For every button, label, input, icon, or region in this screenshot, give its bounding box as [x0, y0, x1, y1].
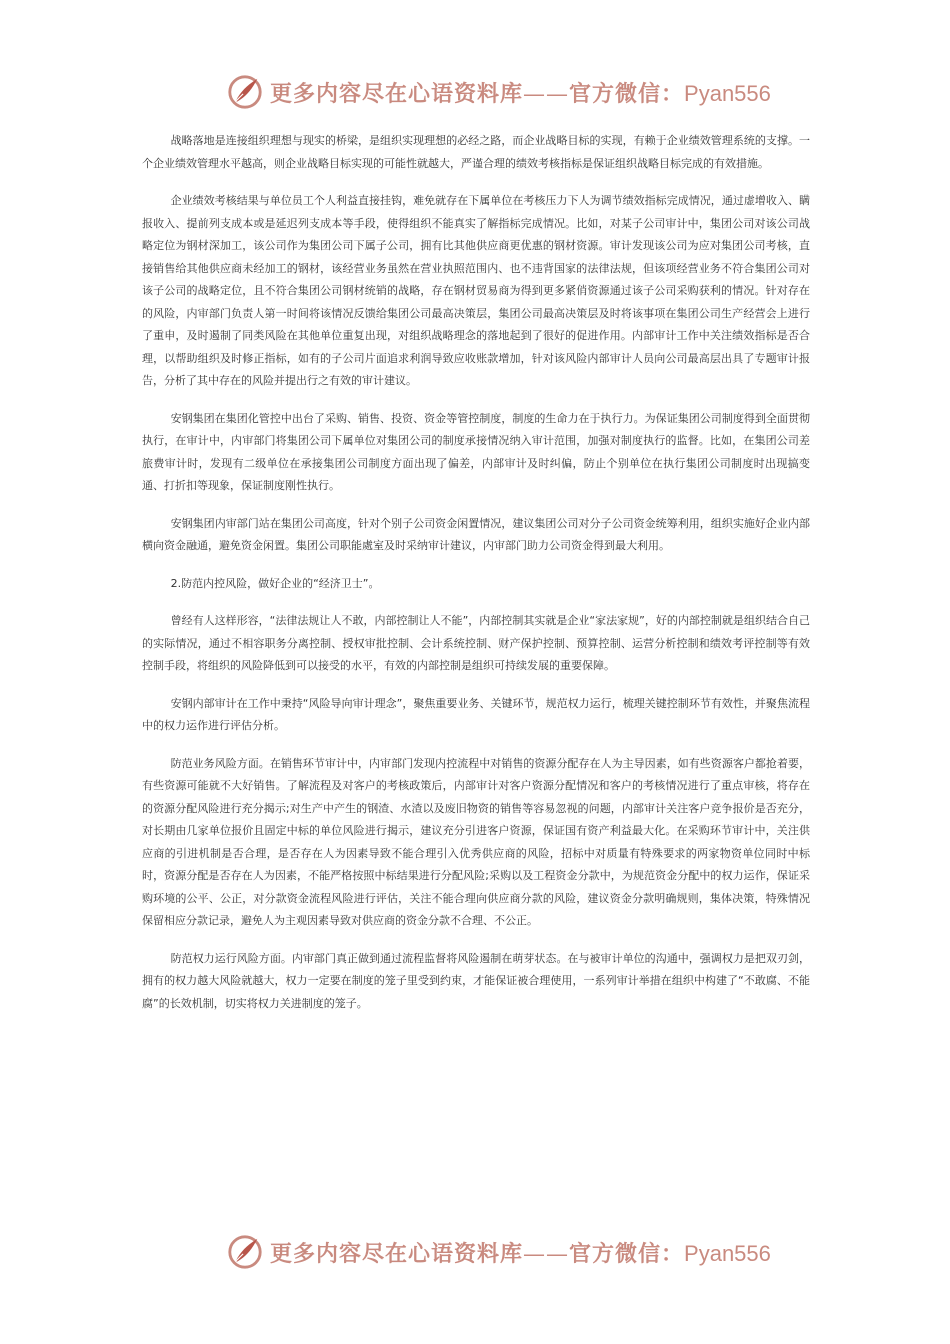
paragraph: 战略落地是连接组织理想与现实的桥梁，是组织实现理想的必经之路，而企业战略目标的实现，有赖于企业绩效管理系统的支撑。一个企业绩效管理水平越高，则企业战略目标实现的可能性就越大，严谨合理的绩效考核指标是保证组织战略目标完成的有效措施。: [142, 134, 810, 170]
header-banner: [226, 70, 771, 114]
banner-title: 更多内容尽在心语资料库: [270, 80, 524, 107]
paragraph: 防范权力运行风险方面。内审部门真正做到通过流程监督将风险遏制在萌芽状态。在与被审计单位的沟通中，强调权力是把双刃剑，拥有的权力越大风险就越大，权力一定要在制度的笼子里受到约束，才能保证被合理使用，一系列审计举措在组织中构建了“不敢腐、不能腐”的长效机制，切实将权力关进制度的笼子。: [142, 951, 810, 1010]
paragraph: 安钢集团内审部门站在集团公司高度，针对个别子公司资金闲置情况，建议集团公司对分子公司资金统筹利用，组织实施好企业内部横向资金融通，避免资金闲置。集团公司职能處室及时采纳审计建议，内审部门助力公司资金得到最大利用。: [142, 516, 810, 552]
banner-account: Pyan556: [684, 1240, 771, 1266]
banner-text: [270, 77, 771, 108]
feather-pen-circle-icon: [226, 1233, 264, 1271]
paragraph: 安钢集团在集团化管控中出台了采购、销售、投资、资金等管控制度，制度的生命力在于执行力。为保证集团公司制度得到全面贯彻执行，在审计中，内审部门将集团公司下属单位对集团公司的制度承接情况纳入审计范围，加强对制度执行的监督。比如，在集团公司差旅费审计时，发现有二级单位在承接集团公司制度方面出现了偏差，内部审计及时纠偏，防止个别单位在执行集团公司制度时出现搞变通、打折扣等现象，保证制度刚性执行。: [142, 411, 810, 492]
footer-banner: [226, 1230, 771, 1274]
paragraph: 企业绩效考核结果与单位员工个人利益直接挂钩，难免就存在下属单位在考核压力下人为调节绩效指标完成情况，通过虚增收入、瞒报收入、提前列支成本或是延迟列支成本等手段，使得组织不能真实了解指标完成情况。比如，对某子公司审计中，集团公司对该公司战略定位为钢材深加工，该公司作为集团公司下属子公司，拥有比其他供应商更优惠的钢材资源。审计发现该公司为应对集团公司考核，直接销售给其他供应商未经加工的钢材，该经营业务虽然在营业执照范围内、也不违背国家的法律法规，但该项经营业务不符合集团公司对该子公司的战略定位，且不符合集团公司钢材统销的战略，存在钢材贸易商为得到更多紧俏资源通过该子公司采购获利的情况。针对存在的风险，内审部门负责人第一时间将该情况反馈给集团公司最高决策层，集团公司最高决策层及时将该事项在集团公司生产经营会上进行了重申，及时遏制了同类风险在其他单位重复出现，对组织战略理念的落地起到了很好的促进作用。内部审计工作中关注绩效指标是否合理，以帮助组织及时修正指标，如有的子公司片面追求利润导致应收账款增加，针对该风险内部审计人员向公司最高层出具了专题审计报告，分析了其中存在的风险并提出行之有效的审计建议。: [142, 194, 810, 387]
paragraph: 防范业务风险方面。在销售环节审计中，内审部门发现内控流程中对销售的资源分配存在人为主导因素，如有些资源客户都抢着要，有些资源可能就不大好销售。了解流程及对客户的考核政策后，内部审计对客户资源分配情况和客户的考核情况进行了重点审核，将存在的资源分配风险进行充分揭示;对生产中产生的钢渣、水渣以及废旧物资的销售等容易忽视的问题，内部审计关注客户竞争报价是否充分，对长期由几家单位报价且固定中标的单位风险进行揭示，建议充分引进客户资源，保证国有资产利益最大化。在采购环节审计中，关注供应商的引进机制是否合理，是否存在人为因素导致不能合理引入优秀供应商的风险，招标中对质量有特殊要求的两家物资单位同时中标时，资源分配是否存在人为因素，不能严格按照中标结果进行分配风险;采购以及工程资金分款中，为规范资金分配中的权力运作，保证采购环境的公平、公正，对分款资金流程风险进行评估，关注不能合理向供应商分款的风险，建议资金分款明确规则，集体决策，特殊情况保留相应分款记录，避免人为主观因素导致对供应商的资金分款不合理、不公正。: [142, 756, 810, 927]
banner-separator: ——: [523, 1241, 570, 1267]
paragraph: 曾经有人这样形容，“法律法规让人不敢，内部控制让人不能”，内部控制其实就是企业“家法家规”，好的内部控制就是组织结合自己的实际情况，通过不相容职务分离控制、授权审批控制、会计系统控制、财产保护控制、预算控制、运营分析控制和绩效考评控制等有效控制手段，将组织的风险降低到可以接受的水平，有效的内部控制是组织可持续发展的重要保障。: [142, 614, 810, 672]
banner-suffix: 官方微信：: [569, 80, 685, 107]
document-body: [142, 130, 810, 1030]
banner-text: [270, 1237, 771, 1268]
banner-account: Pyan556: [684, 80, 771, 106]
feather-pen-circle-icon: [226, 73, 264, 111]
section-heading: 2.防范内控风险，做好企业的“经济卫士”。: [170, 576, 380, 590]
paragraph: 安钢内部审计在工作中秉持“风险导向审计理念”，聚焦重要业务、关键环节，规范权力运行，梳理关键控制环节有效性，并聚焦流程中的权力运作进行评估分析。: [142, 696, 810, 732]
banner-title: 更多内容尽在心语资料库: [270, 1240, 524, 1267]
banner-separator: ——: [523, 81, 570, 107]
banner-suffix: 官方微信：: [569, 1240, 685, 1267]
